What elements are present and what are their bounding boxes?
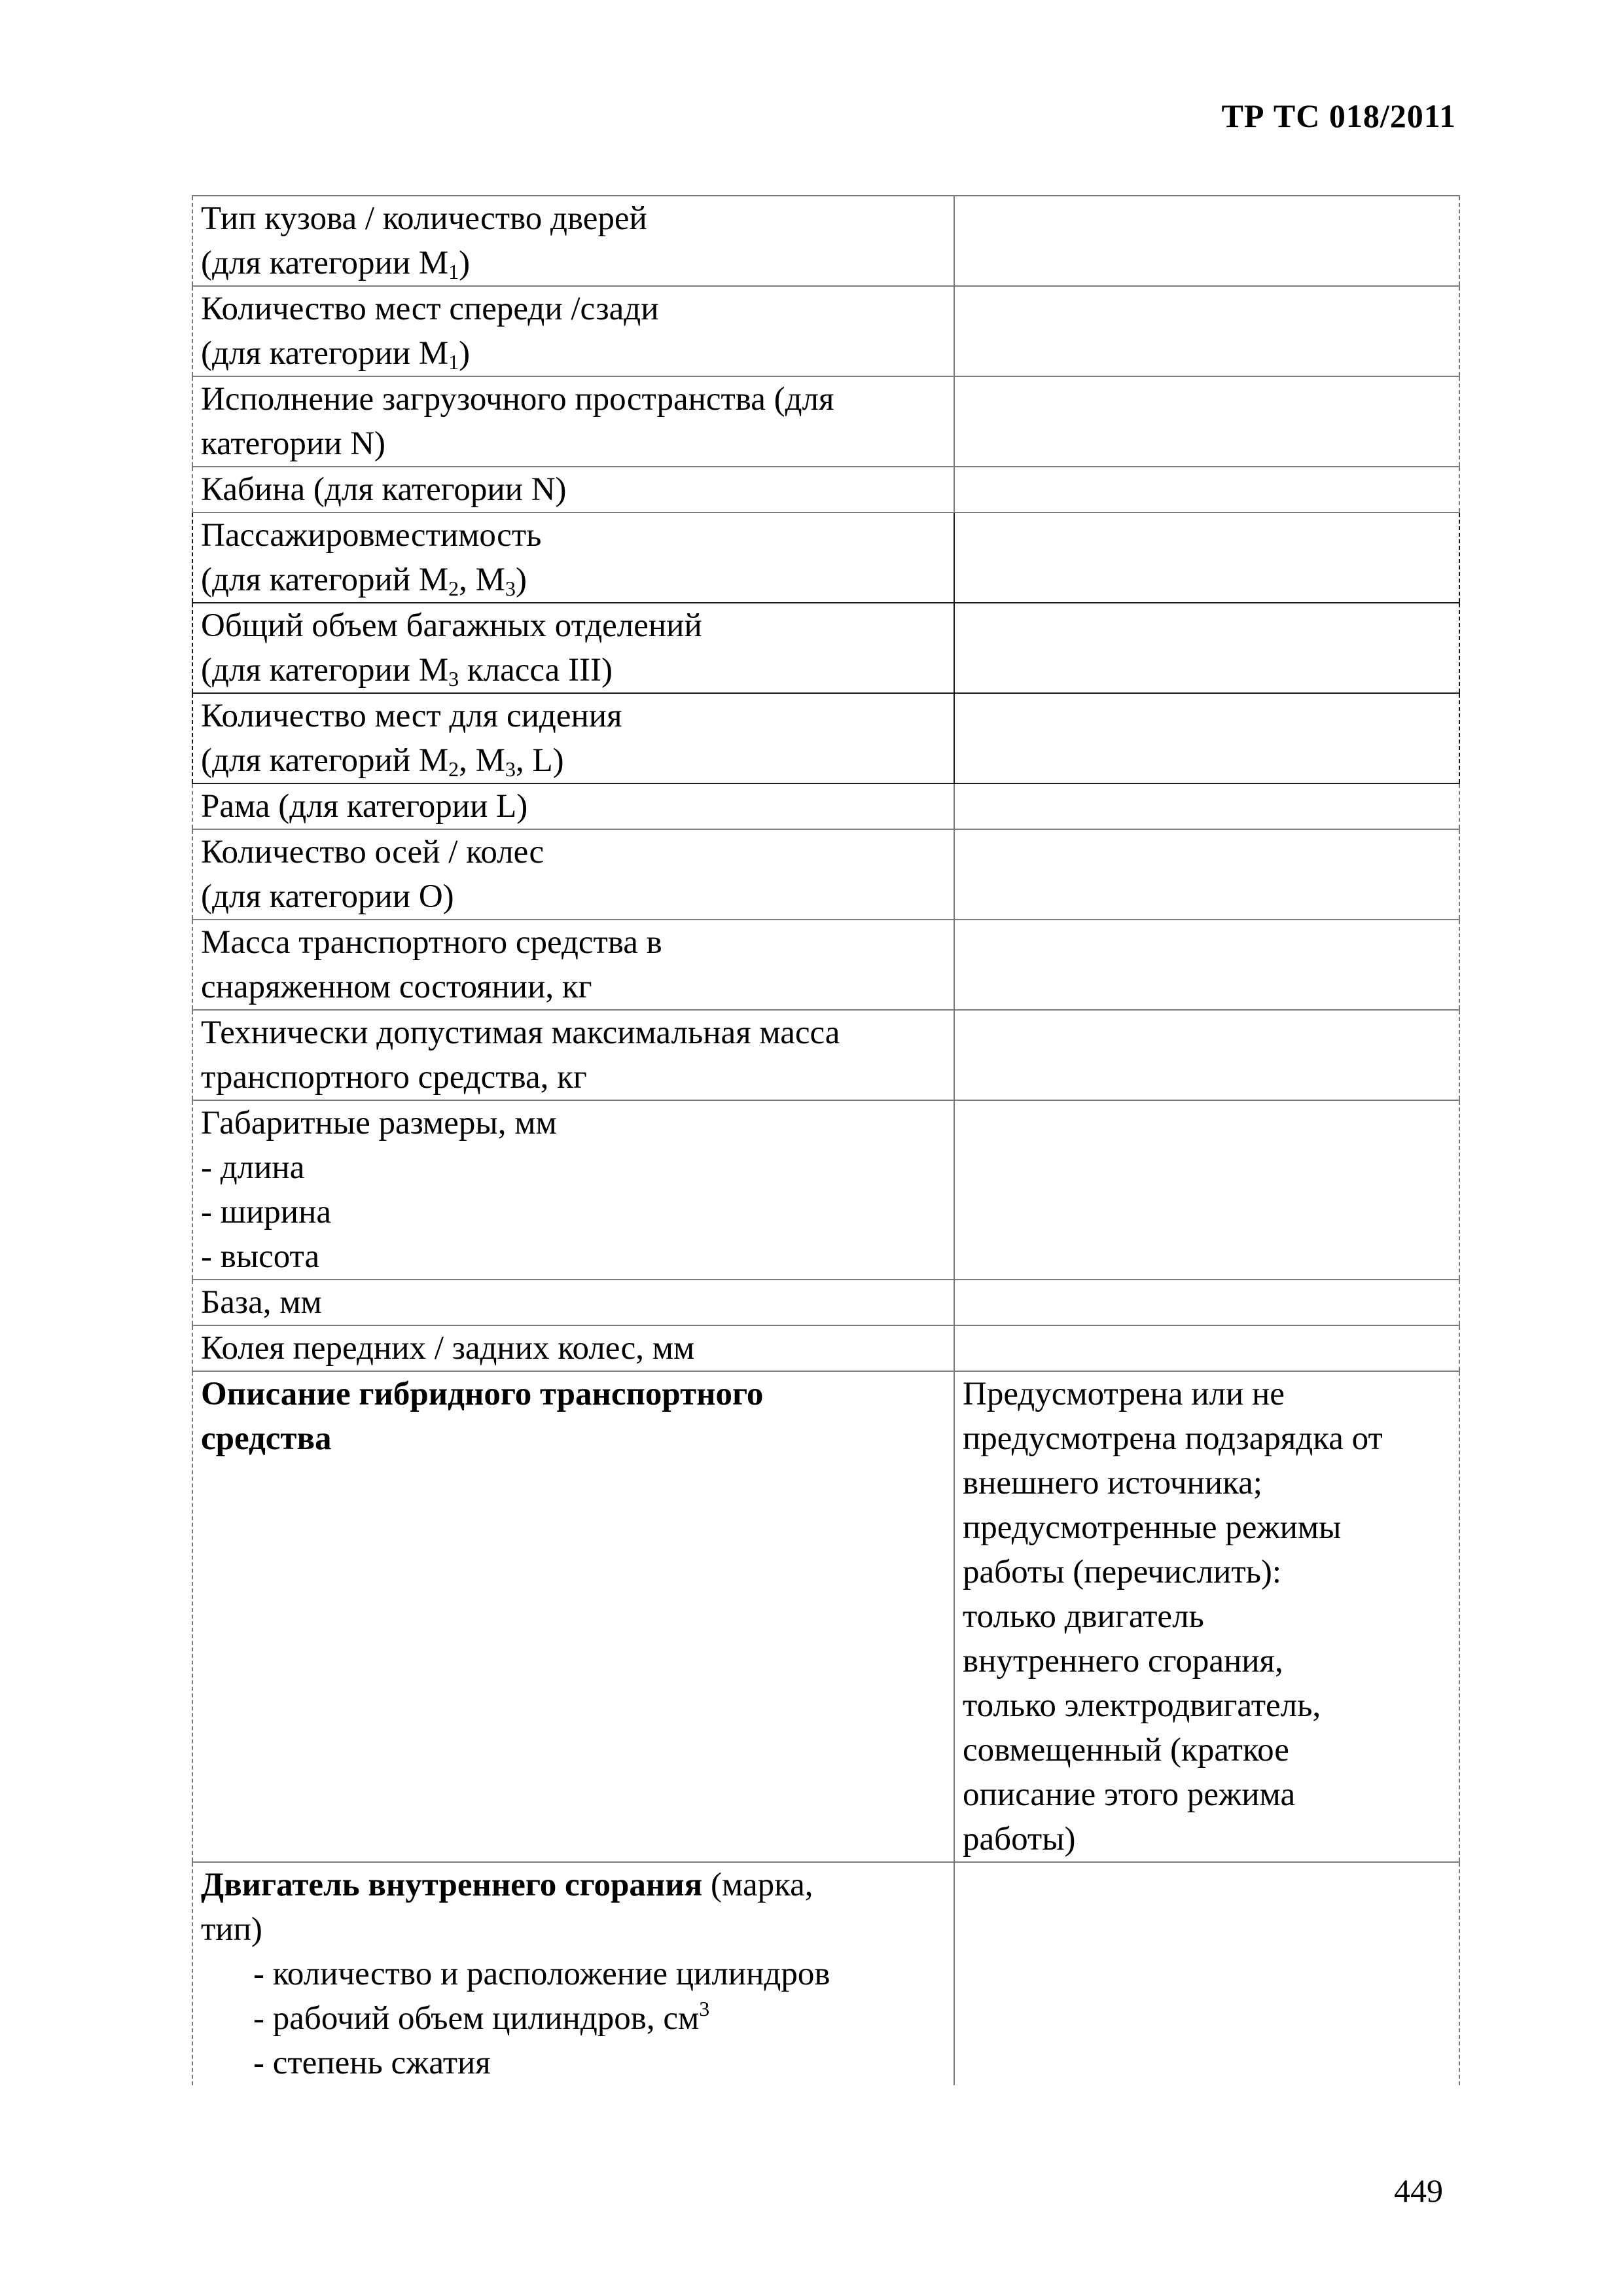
spec-label-cell-line	[201, 1863, 954, 1907]
text: Количество мест спереди /сзади	[201, 291, 659, 327]
spec-label-cell	[192, 693, 954, 783]
spec-row	[192, 196, 1459, 286]
spec-value-cell-line	[963, 1817, 1459, 1861]
spec-row	[192, 512, 1459, 603]
spec-label-cell-line	[201, 874, 954, 919]
spec-row	[192, 783, 1459, 829]
spec-row	[192, 829, 1459, 920]
spec-value-cell	[954, 376, 1459, 467]
spec-label-cell	[192, 783, 954, 829]
text: Колея передних / задних колес, мм	[201, 1330, 695, 1367]
text: Масса транспортного средства в	[201, 924, 662, 961]
spec-value-cell	[954, 693, 1459, 783]
spec-label-cell	[192, 829, 954, 920]
spec-label-cell-line	[201, 2041, 954, 2085]
spec-value-cell-line	[963, 1728, 1459, 1772]
spec-label-cell-line	[201, 331, 954, 376]
text: Габаритные размеры, мм	[201, 1105, 557, 1141]
spec-label-cell-line	[201, 422, 954, 466]
spec-row	[192, 1325, 1459, 1371]
spec-value-cell-line	[963, 1594, 1459, 1639]
spec-label-cell-line	[201, 1055, 954, 1100]
spec-label-cell	[192, 1325, 954, 1371]
spec-label-cell	[192, 286, 954, 376]
spec-label-cell-line	[201, 648, 954, 692]
spec-value-cell	[954, 783, 1459, 829]
spec-label-cell	[192, 1010, 954, 1100]
text: (для категорий M	[201, 562, 449, 598]
spec-label-cell-line	[201, 467, 954, 512]
text: Тип кузова / количество дверей	[201, 200, 647, 237]
spec-value-cell	[954, 1371, 1459, 1862]
text: категории N)	[201, 425, 386, 462]
text: (для категории M	[201, 335, 449, 372]
spec-row	[192, 1862, 1459, 2085]
spec-row	[192, 1100, 1459, 1280]
text: - степень сжатия	[253, 2045, 491, 2081]
text: класса III)	[459, 652, 613, 689]
spec-label-cell-line	[201, 1280, 954, 1325]
spec-label-cell	[192, 467, 954, 512]
spec-row	[192, 693, 1459, 783]
text: предусмотренные режимы	[963, 1509, 1342, 1546]
text: Рама (для категории L)	[201, 788, 528, 825]
spec-label-cell-line	[201, 287, 954, 331]
spec-value-cell-line	[963, 1550, 1459, 1594]
spec-label-cell-line	[201, 513, 954, 558]
text: - ширина	[201, 1194, 332, 1230]
spec-label-cell-line	[201, 1907, 954, 1952]
spec-value-cell	[954, 920, 1459, 1010]
spec-label-cell-line	[201, 1952, 954, 1996]
spec-value-cell	[954, 286, 1459, 376]
text: , L)	[516, 742, 564, 779]
spec-value-cell	[954, 1325, 1459, 1371]
subscript: 3	[448, 667, 459, 691]
text: внутреннего сгорания,	[963, 1643, 1283, 1679]
text: Общий объем багажных отделений	[201, 607, 702, 644]
text: транспортного средства, кг	[201, 1059, 587, 1096]
spec-value-cell	[954, 1100, 1459, 1280]
text: - рабочий объем цилиндров, см	[253, 2000, 700, 2037]
spec-value-cell-line	[963, 1683, 1459, 1728]
spec-value-cell-line	[963, 1505, 1459, 1550]
text: )	[516, 562, 527, 598]
text: (для категории M	[201, 245, 449, 281]
text: (для категорий M	[201, 742, 449, 779]
spec-row	[192, 1010, 1459, 1100]
spec-label-cell	[192, 1862, 954, 2085]
spec-value-cell	[954, 1862, 1459, 2085]
spec-row	[192, 1280, 1459, 1325]
text: - высота	[201, 1238, 320, 1275]
text: (для категории M	[201, 652, 449, 689]
text: средства	[201, 1420, 332, 1457]
text: - количество и расположение цилиндров	[253, 1956, 830, 1992]
text: )	[459, 245, 471, 281]
text: (марка,	[702, 1867, 813, 1903]
spec-value-cell-line	[963, 1639, 1459, 1683]
subscript: 2	[448, 577, 459, 600]
spec-row	[192, 1371, 1459, 1862]
spec-label-cell-line	[201, 830, 954, 874]
text: описание этого режима	[963, 1776, 1296, 1813]
spec-row	[192, 920, 1459, 1010]
spec-value-cell	[954, 829, 1459, 920]
text: внешнего источника;	[963, 1465, 1262, 1501]
spec-label-cell-line	[201, 1234, 954, 1279]
text: , M	[459, 562, 506, 598]
spec-label-cell	[192, 603, 954, 693]
spec-value-cell	[954, 1010, 1459, 1100]
text: предусмотрена подзарядка от	[963, 1420, 1383, 1457]
text: (для категории O)	[201, 878, 454, 915]
text: Пассажировместимость	[201, 517, 542, 554]
spec-label-cell-line	[201, 1011, 954, 1055]
text: тип)	[201, 1911, 262, 1948]
spec-label-cell-line	[201, 738, 954, 783]
bold-text: Двигатель внутреннего сгорания	[201, 1867, 703, 1903]
spec-label-cell-line	[201, 558, 954, 602]
spec-row	[192, 467, 1459, 512]
spec-label-cell	[192, 376, 954, 467]
vehicle-spec-table	[192, 195, 1460, 2085]
text: работы)	[963, 1821, 1076, 1857]
spec-label-cell-line	[201, 920, 954, 965]
spec-table-body	[192, 196, 1459, 2085]
spec-value-cell	[954, 196, 1459, 286]
subscript: 3	[505, 757, 516, 781]
text: Предусмотрена или не	[963, 1376, 1285, 1412]
spec-value-cell	[954, 1280, 1459, 1325]
text: только двигатель	[963, 1598, 1204, 1635]
spec-value-cell-line	[963, 1772, 1459, 1817]
document-code-header: ТР ТС 018/2011	[1221, 98, 1456, 134]
superscript: 3	[699, 1997, 710, 2020]
spec-label-cell	[192, 1100, 954, 1280]
spec-label-cell-line	[201, 1190, 954, 1234]
spec-label-cell-line	[201, 603, 954, 648]
spec-label-cell-line	[201, 694, 954, 738]
spec-label-cell-line	[201, 377, 954, 422]
text: Технически допустимая максимальная масса	[201, 1014, 840, 1051]
text: - длина	[201, 1149, 305, 1186]
spec-label-cell-line	[201, 1996, 954, 2041]
subscript: 1	[448, 260, 459, 283]
spec-row	[192, 286, 1459, 376]
spec-label-cell	[192, 512, 954, 603]
spec-label-cell-line	[201, 1326, 954, 1371]
spec-value-cell-line	[963, 1416, 1459, 1461]
spec-label-cell	[192, 1280, 954, 1325]
text: совмещенный (краткое	[963, 1732, 1289, 1768]
text: Описание гибридного транспортного	[201, 1376, 764, 1412]
spec-label-cell-line	[201, 784, 954, 829]
spec-label-cell-line	[201, 241, 954, 285]
spec-row	[192, 376, 1459, 467]
text: Кабина (для категории N)	[201, 471, 567, 508]
text: Количество мест для сидения	[201, 698, 622, 734]
spec-label-cell-line	[201, 196, 954, 241]
spec-value-cell-line	[963, 1372, 1459, 1416]
spec-label-cell-line	[201, 1372, 954, 1416]
text: снаряженном состоянии, кг	[201, 969, 592, 1005]
spec-row	[192, 603, 1459, 693]
spec-value-cell	[954, 603, 1459, 693]
text: Исполнение загрузочного пространства (для	[201, 381, 834, 418]
subscript: 2	[448, 757, 459, 781]
text: работы (перечислить):	[963, 1554, 1282, 1590]
spec-label-cell-line	[201, 1101, 954, 1145]
spec-label-cell-line	[201, 1145, 954, 1190]
spec-value-cell	[954, 512, 1459, 603]
spec-label-cell	[192, 920, 954, 1010]
spec-value-cell	[954, 467, 1459, 512]
spec-label-cell-line	[201, 1416, 954, 1461]
subscript: 3	[505, 577, 516, 600]
text: База, мм	[201, 1284, 322, 1321]
subscript: 1	[448, 350, 459, 374]
spec-label-cell	[192, 196, 954, 286]
page-number: 449	[1394, 2172, 1443, 2209]
text: Количество осей / колес	[201, 834, 544, 870]
text: )	[459, 335, 471, 372]
spec-value-cell-line	[963, 1461, 1459, 1505]
spec-label-cell	[192, 1371, 954, 1862]
text: только электродвигатель,	[963, 1687, 1321, 1724]
spec-label-cell-line	[201, 965, 954, 1009]
text: , M	[459, 742, 506, 779]
